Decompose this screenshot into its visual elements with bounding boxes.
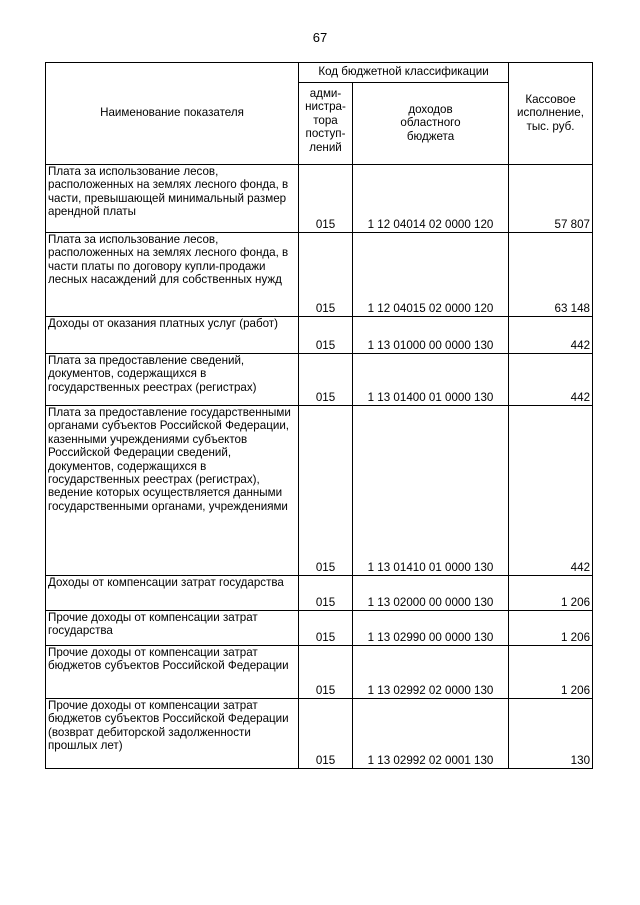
column-header-admin: адми- нистра- тора поступ- лений	[299, 83, 353, 165]
table-row	[46, 165, 593, 233]
row-admin-code-cell: 015	[299, 354, 353, 406]
row-admin-code-cell: 015	[299, 317, 353, 354]
table-row	[46, 354, 593, 406]
row-admin-code-cell: 015	[299, 406, 353, 576]
page-number: 67	[312, 30, 328, 45]
table-row	[46, 576, 593, 611]
row-name-cell: Плата за использование лесов, расположенных на землях лесного фонда, в части платы по договору купли-продажи лесных насаждений для собственных нужд	[46, 233, 299, 317]
row-amount-cell: 442	[509, 354, 593, 406]
budget-table	[45, 62, 593, 769]
column-header-amount: Кассовое исполнение, тыс. руб.	[509, 63, 593, 165]
row-name-cell: Прочие доходы от компенсации затрат государства	[46, 611, 299, 646]
row-income-code-cell: 1 13 01000 00 0000 130	[353, 317, 509, 354]
header-row-top	[46, 63, 593, 83]
table-row	[46, 233, 593, 317]
row-admin-code-cell: 015	[299, 611, 353, 646]
row-amount-cell: 63 148	[509, 233, 593, 317]
column-header-income: доходов областного бюджета	[353, 83, 509, 165]
row-name-cell: Доходы от оказания платных услуг (работ)	[46, 317, 299, 354]
row-amount-cell: 1 206	[509, 576, 593, 611]
row-income-code-cell: 1 13 01400 01 0000 130	[353, 354, 509, 406]
row-income-code-cell: 1 13 02992 02 0000 130	[353, 646, 509, 699]
row-name-cell: Доходы от компенсации затрат государства	[46, 576, 299, 611]
row-amount-cell: 442	[509, 317, 593, 354]
row-income-code-cell: 1 13 01410 01 0000 130	[353, 406, 509, 576]
row-amount-cell: 442	[509, 406, 593, 576]
row-admin-code-cell: 015	[299, 165, 353, 233]
table-row	[46, 646, 593, 699]
row-amount-cell: 130	[509, 699, 593, 769]
row-amount-cell: 57 807	[509, 165, 593, 233]
table-row	[46, 406, 593, 576]
column-header-name: Наименование показателя	[46, 63, 299, 165]
row-income-code-cell: 1 12 04015 02 0000 120	[353, 233, 509, 317]
row-income-code-cell: 1 12 04014 02 0000 120	[353, 165, 509, 233]
row-amount-cell: 1 206	[509, 646, 593, 699]
table-row	[46, 699, 593, 769]
row-admin-code-cell: 015	[299, 233, 353, 317]
row-admin-code-cell: 015	[299, 576, 353, 611]
row-income-code-cell: 1 13 02000 00 0000 130	[353, 576, 509, 611]
row-name-cell: Плата за предоставление государственными органами субъектов Российской Федерации, казенными учреждениями субъектов Российской Федерации сведений, документов, содержащихся в государственных реестрах (регистрах), ведение которых осуществляется данными государственными органами, учреждениями	[46, 406, 299, 576]
table-row	[46, 317, 593, 354]
row-admin-code-cell: 015	[299, 646, 353, 699]
row-name-cell: Плата за использование лесов, расположенных на землях лесного фонда, в части, превышающей минимальный размер арендной платы	[46, 165, 299, 233]
row-admin-code-cell: 015	[299, 699, 353, 769]
row-amount-cell: 1 206	[509, 611, 593, 646]
row-name-cell: Прочие доходы от компенсации затрат бюджетов субъектов Российской Федерации	[46, 646, 299, 699]
column-header-code-group: Код бюджетной классификации	[299, 63, 509, 83]
row-income-code-cell: 1 13 02990 00 0000 130	[353, 611, 509, 646]
row-name-cell: Плата за предоставление сведений, документов, содержащихся в государственных реестрах (регистрах)	[46, 354, 299, 406]
row-name-cell: Прочие доходы от компенсации затрат бюджетов субъектов Российской Федерации (возврат дебиторской задолженности прошлых лет)	[46, 699, 299, 769]
row-income-code-cell: 1 13 02992 02 0001 130	[353, 699, 509, 769]
table-row	[46, 611, 593, 646]
